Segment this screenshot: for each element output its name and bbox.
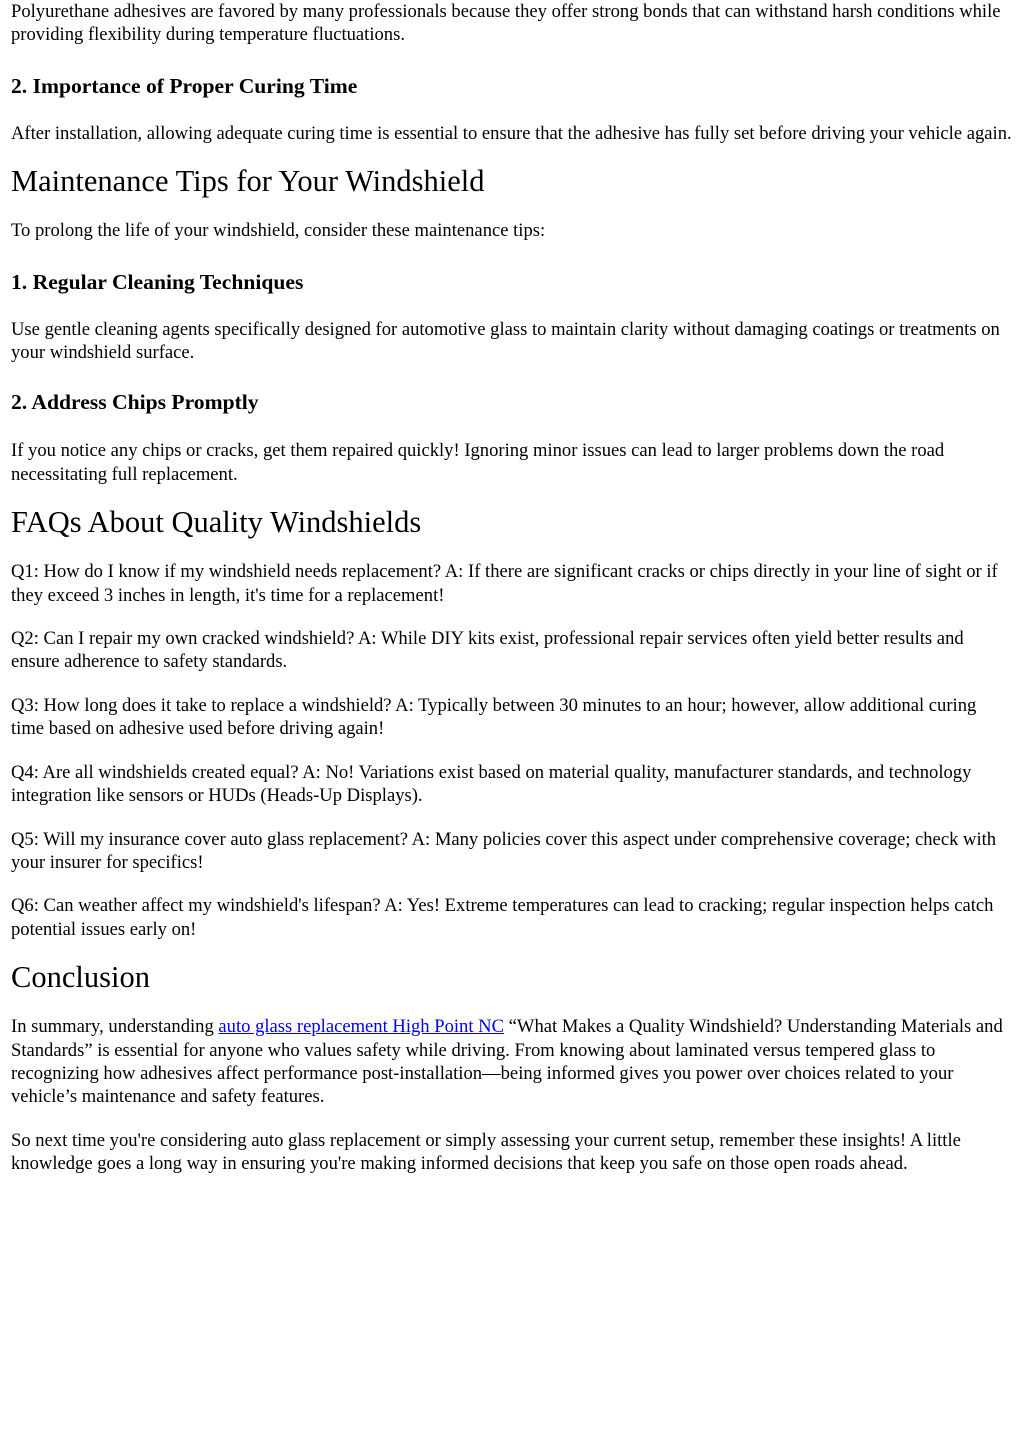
faq-item: Q1: How do I know if my windshield needs replacement? A: If there are significant cracks or chips directly in your line of sight or if they exceed 3 inches in length, it's time for a replacement! bbox=[11, 561, 998, 606]
conclusion-text-before: In summary, understanding bbox=[11, 1016, 219, 1038]
curing-paragraph: After installation, allowing adequate curing time is essential to ensure that the adhesive has fully set before driving your vehicle again. bbox=[11, 122, 1012, 144]
cleaning-heading: 1. Regular Cleaning Techniques bbox=[11, 269, 304, 294]
intro-paragraph: Polyurethane adhesives are favored by many professionals because they offer strong bonds that can withstand harsh conditions while providing flexibility during temperature fluctuations. bbox=[11, 1, 1001, 46]
conclusion-heading: Conclusion bbox=[11, 960, 150, 995]
conclusion-paragraph bbox=[11, 1015, 1013, 1109]
faq-item: Q5: Will my insurance cover auto glass replacement? A: Many policies cover this aspect under comprehensive coverage; check with your insurer for specifics! bbox=[11, 828, 997, 873]
closing-paragraph: So next time you're considering auto glass replacement or simply assessing your current setup, remember these insights! A little knowledge goes a long way in ensuring you're making informed decisions that keep you safe on those open roads ahead. bbox=[11, 1129, 961, 1175]
chips-paragraph: If you notice any chips or cracks, get them repaired quickly! Ignoring minor issues can lead to larger problems down the road necessitating full replacement. bbox=[11, 440, 945, 485]
auto-glass-replacement-link[interactable]: auto glass replacement High Point NC bbox=[218, 1016, 504, 1038]
curing-heading: 2. Importance of Proper Curing Time bbox=[11, 73, 358, 98]
cleaning-paragraph: Use gentle cleaning agents specifically designed for automotive glass to maintain clarity without damaging coatings or treatments on your windshield surface. bbox=[11, 318, 1000, 364]
faq-item: Q4: Are all windshields created equal? A: No! Variations exist based on material quality, manufacturer standards, and technology integration like sensors or HUDs (Heads-Up Displays). bbox=[11, 761, 972, 807]
chips-heading: 2. Address Chips Promptly bbox=[11, 390, 259, 415]
faqs-heading: FAQs About Quality Windshields bbox=[11, 505, 422, 540]
maintenance-intro: To prolong the life of your windshield, consider these maintenance tips: bbox=[11, 220, 546, 242]
faq-item: Q3: How long does it take to replace a windshield? A: Typically between 30 minutes to an hour; however, allow additional curing time based on adhesive used before driving again! bbox=[11, 694, 977, 740]
faq-item: Q2: Can I repair my own cracked windshield? A: While DIY kits exist, professional repair services often yield better results and ensure adherence to safety standards. bbox=[11, 628, 964, 673]
maintenance-heading: Maintenance Tips for Your Windshield bbox=[11, 164, 485, 199]
faq-item: Q6: Can weather affect my windshield's lifespan? A: Yes! Extreme temperatures can lead to cracking; regular inspection helps catch potential issues early on! bbox=[11, 895, 994, 940]
conclusion-text-after: “What Makes a Quality Windshield? Understanding Materials and Standards” is essential for anyone who values safety while driving. From knowing about laminated versus tempered glass to recognizing how adhesives affect performance post-installation—being informed gives you power over choices related to your vehicle’s maintenance and safety features. bbox=[11, 1016, 1003, 1108]
